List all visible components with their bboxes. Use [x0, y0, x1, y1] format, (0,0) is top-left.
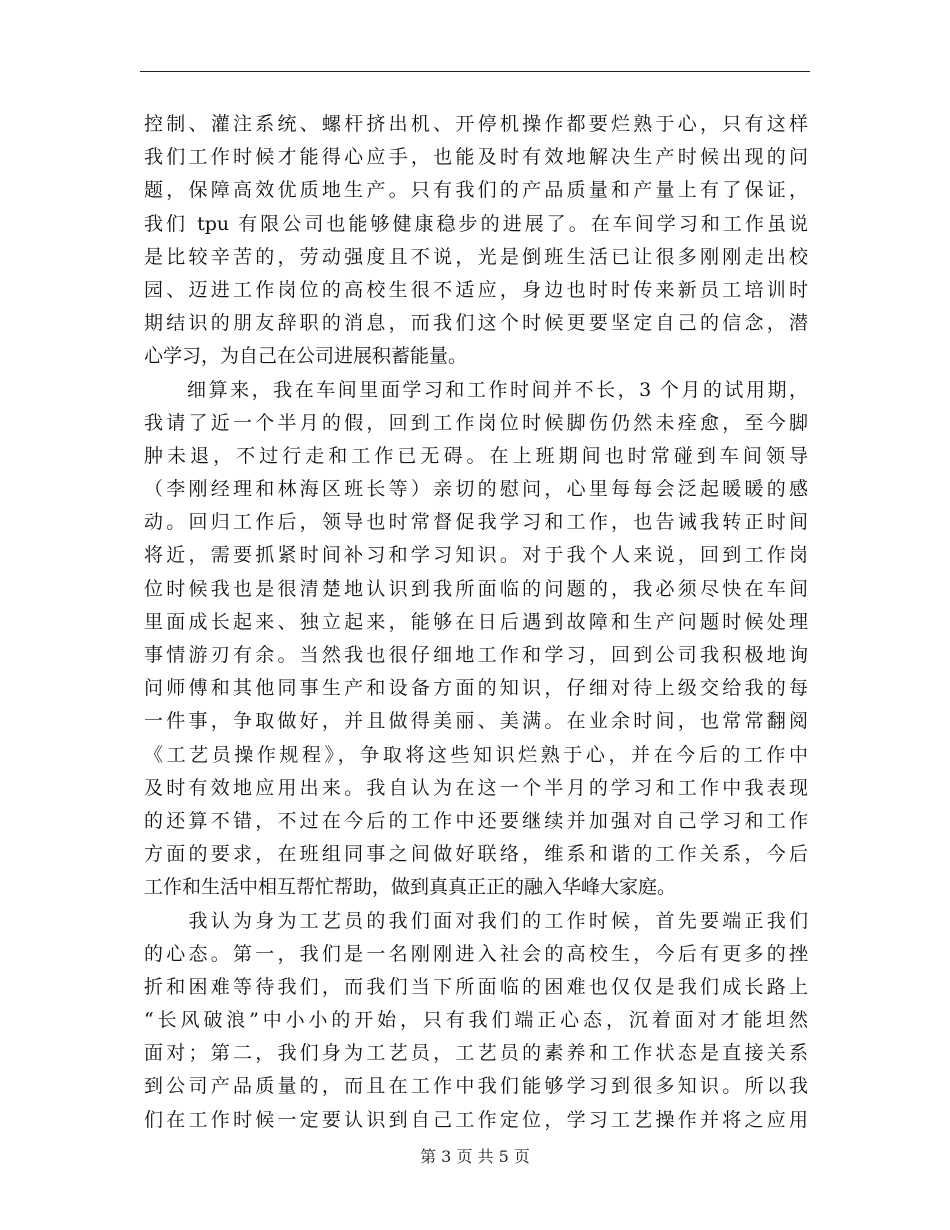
text-line: 里面成长起来、独立起来，能够在日后遇到故障和生产问题时候处理: [144, 610, 808, 633]
text-line: 我们 tpu 有限公司也能够健康稳步的进展了。在车间学习和工作虽说: [144, 212, 808, 235]
text-line: 动。回归工作后，领导也时常督促我学习和工作，也告诫我转正时间: [144, 511, 808, 534]
text-line: 是比较辛苦的，劳动强度且不说，光是倒班生活已让很多刚刚走出校: [144, 245, 808, 268]
text-line: 们在工作时候一定要认识到自己工作定位，学习工艺操作并将之应用: [144, 1108, 808, 1131]
text-line: 我认为身为工艺员的我们面对我们的工作时候，首先要端正我们: [144, 909, 808, 932]
text-line: “长风破浪”中小小的开始，只有我们端正心态，沉着面对才能坦然: [144, 1009, 808, 1032]
text-line: 我们工作时候才能得心应手，也能及时有效地解决生产时候出现的问: [144, 146, 808, 169]
text-line: 一件事，争取做好，并且做得美丽、美满。在业余时间，也常常翻阅: [144, 710, 808, 733]
text-line: 的还算不错，不过在今后的工作中还要继续并加强对自己学习和工作: [144, 809, 808, 832]
page-number: 第 3 页 共 5 页: [420, 1147, 530, 1166]
text-line: 及时有效地应用出来。我自认为在这一个半月的学习和工作中我表现: [144, 776, 808, 799]
text-line: 我请了近一个半月的假，回到工作岗位时候脚伤仍然未痊愈，至今脚: [144, 411, 808, 434]
text-line: 期结识的朋友辞职的消息，而我们这个时候更要坚定自己的信念，潜: [144, 312, 808, 335]
text-line: 位时候我也是很清楚地认识到我所面临的问题的，我必须尽快在车间: [144, 577, 808, 600]
text-line: 到公司产品质量的，而且在工作中我们能够学习到很多知识。所以我: [144, 1075, 808, 1098]
text-line: 《工艺员操作规程》，争取将这些知识烂熟于心，并在今后的工作中: [144, 743, 808, 766]
text-line: 的心态。第一，我们是一名刚刚进入社会的高校生，今后有更多的挫: [144, 942, 808, 965]
text-line: 方面的要求，在班组同事之间做好联络，维系和谐的工作关系，今后: [144, 843, 808, 866]
text-line: （李刚经理和林海区班长等）亲切的慰问，心里每每会泛起暖暖的感: [144, 478, 808, 501]
text-line: 题，保障高效优质地生产。只有我们的产品质量和产量上有了保证，: [144, 179, 808, 202]
text-line: 面对；第二，我们身为工艺员，工艺员的素养和工作状态是直接关系: [144, 1042, 808, 1065]
text-line: 肿未退，不过行走和工作已无碍。在上班期间也时常碰到车间领导: [144, 444, 808, 467]
text-line: 细算来，我在车间里面学习和工作时间并不长，3 个月的试用期，: [144, 378, 808, 401]
text-line: 工作和生活中相互帮忙帮助，做到真真正正的融入华峰大家庭。: [144, 876, 677, 899]
text-line: 问师傅和其他同事生产和设备方面的知识，仔细对待上级交给我的每: [144, 677, 808, 700]
body-text: [144, 108, 808, 1137]
text-line: 将近，需要抓紧时间补习和学习知识。对于我个人来说，回到工作岗: [144, 544, 808, 567]
text-line: 事情游刃有余。当然我也很仔细地工作和学习，回到公司我积极地询: [144, 644, 808, 666]
text-line: 折和困难等待我们，而我们当下所面临的困难也仅仅是我们成长路上: [144, 975, 808, 998]
text-line: 控制、灌注系统、螺杆挤出机、开停机操作都要烂熟于心，只有这样: [144, 113, 808, 135]
text-line: 园、迈进工作岗位的高校生很不适应，身边也时时传来新员工培训时: [144, 278, 808, 301]
header-rule: [140, 71, 810, 72]
text-line: 心学习，为自己在公司进展积蓄能量。: [144, 345, 468, 368]
